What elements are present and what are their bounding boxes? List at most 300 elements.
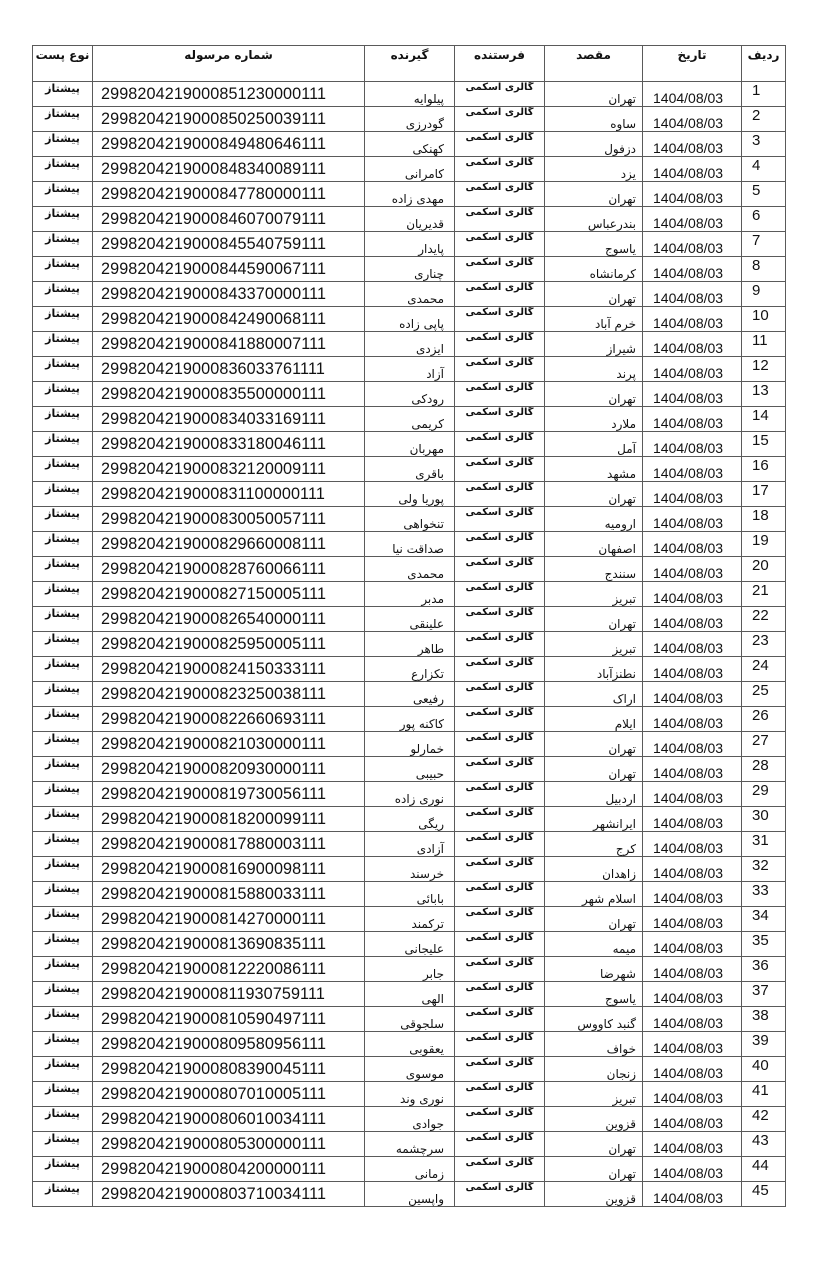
- cell-sender: گالری اسکمی: [455, 1082, 545, 1107]
- cell-destination: آمل: [545, 432, 643, 457]
- cell-sender: گالری اسکمی: [455, 1107, 545, 1132]
- cell-destination: تهران: [545, 732, 643, 757]
- cell-sender: گالری اسکمی: [455, 307, 545, 332]
- cell-tracking-number: 2998204219000844590067111: [93, 257, 365, 282]
- cell-tracking-number: 2998204219000806010034111: [93, 1107, 365, 1132]
- cell-row-number: 29: [742, 782, 786, 807]
- cell-tracking-number: 2998204219000817880003111: [93, 832, 365, 857]
- cell-recipient: الهی: [365, 982, 455, 1007]
- cell-destination: ارومیه: [545, 507, 643, 532]
- cell-post-type: پیشتاز: [33, 857, 93, 882]
- cell-tracking-number: 2998204219000831100000111: [93, 482, 365, 507]
- cell-post-type: پیشتاز: [33, 182, 93, 207]
- header-post-type: نوع پست: [33, 46, 93, 82]
- cell-sender: گالری اسکمی: [455, 482, 545, 507]
- cell-post-type: پیشتاز: [33, 657, 93, 682]
- cell-destination: قزوین: [545, 1107, 643, 1132]
- table-row: [33, 882, 786, 907]
- cell-post-type: پیشتاز: [33, 457, 93, 482]
- cell-recipient: واپسین: [365, 1182, 455, 1207]
- cell-date: 1404/08/03: [643, 1032, 742, 1057]
- table-row: [33, 1057, 786, 1082]
- cell-tracking-number: 2998204219000848340089111: [93, 157, 365, 182]
- cell-row-number: 17: [742, 482, 786, 507]
- cell-row-number: 11: [742, 332, 786, 357]
- cell-date: 1404/08/03: [643, 1082, 742, 1107]
- cell-row-number: 43: [742, 1132, 786, 1157]
- cell-date: 1404/08/03: [643, 357, 742, 382]
- cell-tracking-number: 2998204219000816900098111: [93, 857, 365, 882]
- cell-recipient: ریگی: [365, 807, 455, 832]
- cell-tracking-number: 2998204219000820930000111: [93, 757, 365, 782]
- table-row: [33, 532, 786, 557]
- cell-destination: قزوین: [545, 1182, 643, 1207]
- cell-recipient: محمدی: [365, 282, 455, 307]
- cell-post-type: پیشتاز: [33, 132, 93, 157]
- table-row: [33, 1157, 786, 1182]
- cell-sender: گالری اسکمی: [455, 407, 545, 432]
- cell-tracking-number: 2998204219000824150333111: [93, 657, 365, 682]
- cell-recipient: پاپی زاده: [365, 307, 455, 332]
- table-body: [33, 82, 786, 1207]
- cell-sender: گالری اسکمی: [455, 457, 545, 482]
- cell-destination: شیراز: [545, 332, 643, 357]
- cell-tracking-number: 2998204219000822660693111: [93, 707, 365, 732]
- table-row: [33, 932, 786, 957]
- cell-destination: زنجان: [545, 1057, 643, 1082]
- cell-sender: گالری اسکمی: [455, 857, 545, 882]
- table-row: [33, 757, 786, 782]
- cell-tracking-number: 2998204219000842490068111: [93, 307, 365, 332]
- cell-recipient: خمارلو: [365, 732, 455, 757]
- cell-recipient: رودکی: [365, 382, 455, 407]
- cell-sender: گالری اسکمی: [455, 132, 545, 157]
- cell-post-type: پیشتاز: [33, 782, 93, 807]
- cell-destination: سنندج: [545, 557, 643, 582]
- cell-sender: گالری اسکمی: [455, 282, 545, 307]
- cell-post-type: پیشتاز: [33, 932, 93, 957]
- cell-tracking-number: 2998204219000849480646111: [93, 132, 365, 157]
- cell-recipient: زمانی: [365, 1157, 455, 1182]
- cell-recipient: خرسند: [365, 857, 455, 882]
- cell-date: 1404/08/03: [643, 232, 742, 257]
- cell-destination: کرمانشاه: [545, 257, 643, 282]
- cell-row-number: 36: [742, 957, 786, 982]
- table-row: [33, 607, 786, 632]
- cell-post-type: پیشتاز: [33, 357, 93, 382]
- cell-destination: اسلام شهر: [545, 882, 643, 907]
- cell-tracking-number: 2998204219000833180046111: [93, 432, 365, 457]
- cell-recipient: کامرانی: [365, 157, 455, 182]
- cell-row-number: 32: [742, 857, 786, 882]
- cell-date: 1404/08/03: [643, 832, 742, 857]
- cell-recipient: کریمی: [365, 407, 455, 432]
- cell-destination: ساوه: [545, 107, 643, 132]
- cell-sender: گالری اسکمی: [455, 732, 545, 757]
- cell-recipient: پایدار: [365, 232, 455, 257]
- cell-row-number: 45: [742, 1182, 786, 1207]
- cell-sender: گالری اسکمی: [455, 932, 545, 957]
- cell-destination: تبریز: [545, 632, 643, 657]
- cell-destination: اراک: [545, 682, 643, 707]
- cell-recipient: نوری زاده: [365, 782, 455, 807]
- cell-tracking-number: 2998204219000826540000111: [93, 607, 365, 632]
- cell-row-number: 14: [742, 407, 786, 432]
- cell-sender: گالری اسکمی: [455, 1132, 545, 1157]
- table-row: [33, 1007, 786, 1032]
- cell-date: 1404/08/03: [643, 907, 742, 932]
- cell-recipient: آزاد: [365, 357, 455, 382]
- table-row: [33, 457, 786, 482]
- cell-date: 1404/08/03: [643, 807, 742, 832]
- cell-tracking-number: 2998204219000815880033111: [93, 882, 365, 907]
- cell-date: 1404/08/03: [643, 332, 742, 357]
- cell-tracking-number: 2998204219000841880007111: [93, 332, 365, 357]
- cell-recipient: کاکنه پور: [365, 707, 455, 732]
- cell-date: 1404/08/03: [643, 207, 742, 232]
- cell-post-type: پیشتاز: [33, 157, 93, 182]
- cell-tracking-number: 2998204219000805300000111: [93, 1132, 365, 1157]
- header-recipient: گیرنده: [365, 46, 455, 82]
- cell-post-type: پیشتاز: [33, 307, 93, 332]
- cell-sender: گالری اسکمی: [455, 982, 545, 1007]
- cell-row-number: 2: [742, 107, 786, 132]
- cell-date: 1404/08/03: [643, 1132, 742, 1157]
- cell-date: 1404/08/03: [643, 1007, 742, 1032]
- cell-tracking-number: 2998204219000809580956111: [93, 1032, 365, 1057]
- cell-sender: گالری اسکمی: [455, 532, 545, 557]
- cell-destination: ایرانشهر: [545, 807, 643, 832]
- cell-recipient: تنخواهی: [365, 507, 455, 532]
- cell-tracking-number: 2998204219000819730056111: [93, 782, 365, 807]
- cell-date: 1404/08/03: [643, 1057, 742, 1082]
- cell-date: 1404/08/03: [643, 1182, 742, 1207]
- cell-destination: یزد: [545, 157, 643, 182]
- table-row: [33, 1107, 786, 1132]
- shipment-table: [32, 45, 786, 1207]
- cell-tracking-number: 2998204219000811930759111: [93, 982, 365, 1007]
- table-row: [33, 1182, 786, 1207]
- table-row: [33, 307, 786, 332]
- header-row: [33, 46, 786, 82]
- cell-destination: خرم آباد: [545, 307, 643, 332]
- cell-tracking-number: 2998204219000823250038111: [93, 682, 365, 707]
- table-row: [33, 257, 786, 282]
- cell-post-type: پیشتاز: [33, 682, 93, 707]
- cell-row-number: 5: [742, 182, 786, 207]
- cell-destination: یاسوج: [545, 982, 643, 1007]
- cell-date: 1404/08/03: [643, 732, 742, 757]
- cell-row-number: 41: [742, 1082, 786, 1107]
- cell-sender: گالری اسکمی: [455, 1157, 545, 1182]
- cell-post-type: پیشتاز: [33, 982, 93, 1007]
- cell-post-type: پیشتاز: [33, 1157, 93, 1182]
- table-row: [33, 582, 786, 607]
- cell-recipient: پوریا ولی: [365, 482, 455, 507]
- cell-row-number: 31: [742, 832, 786, 857]
- cell-tracking-number: 2998204219000807010005111: [93, 1082, 365, 1107]
- cell-recipient: چناری: [365, 257, 455, 282]
- cell-destination: تهران: [545, 607, 643, 632]
- cell-date: 1404/08/03: [643, 507, 742, 532]
- cell-recipient: کهنکی: [365, 132, 455, 157]
- cell-sender: گالری اسکمی: [455, 832, 545, 857]
- table-row: [33, 1132, 786, 1157]
- cell-sender: گالری اسکمی: [455, 207, 545, 232]
- cell-post-type: پیشتاز: [33, 832, 93, 857]
- cell-tracking-number: 2998204219000829660008111: [93, 532, 365, 557]
- shipment-sheet: [32, 45, 786, 1207]
- cell-date: 1404/08/03: [643, 182, 742, 207]
- cell-destination: ایلام: [545, 707, 643, 732]
- cell-recipient: رفیعی: [365, 682, 455, 707]
- cell-tracking-number: 2998204219000836033761111: [93, 357, 365, 382]
- cell-tracking-number: 2998204219000851230000111: [93, 82, 365, 107]
- header-row-number: ردیف: [742, 46, 786, 82]
- cell-post-type: پیشتاز: [33, 907, 93, 932]
- cell-sender: گالری اسکمی: [455, 332, 545, 357]
- cell-date: 1404/08/03: [643, 632, 742, 657]
- cell-post-type: پیشتاز: [33, 207, 93, 232]
- cell-row-number: 3: [742, 132, 786, 157]
- table-row: [33, 207, 786, 232]
- cell-row-number: 15: [742, 432, 786, 457]
- cell-tracking-number: 2998204219000847780000111: [93, 182, 365, 207]
- table-row: [33, 832, 786, 857]
- cell-recipient: یعقوبی: [365, 1032, 455, 1057]
- table-row: [33, 382, 786, 407]
- cell-row-number: 39: [742, 1032, 786, 1057]
- cell-tracking-number: 2998204219000835500000111: [93, 382, 365, 407]
- cell-recipient: سرچشمه: [365, 1132, 455, 1157]
- cell-row-number: 10: [742, 307, 786, 332]
- cell-post-type: پیشتاز: [33, 107, 93, 132]
- cell-post-type: پیشتاز: [33, 332, 93, 357]
- cell-sender: گالری اسکمی: [455, 757, 545, 782]
- cell-sender: گالری اسکمی: [455, 382, 545, 407]
- cell-row-number: 9: [742, 282, 786, 307]
- cell-date: 1404/08/03: [643, 707, 742, 732]
- cell-destination: تهران: [545, 382, 643, 407]
- cell-destination: میمه: [545, 932, 643, 957]
- cell-recipient: مهدی زاده: [365, 182, 455, 207]
- cell-destination: ملارد: [545, 407, 643, 432]
- cell-date: 1404/08/03: [643, 82, 742, 107]
- cell-post-type: پیشتاز: [33, 532, 93, 557]
- cell-post-type: پیشتاز: [33, 507, 93, 532]
- cell-date: 1404/08/03: [643, 932, 742, 957]
- cell-sender: گالری اسکمی: [455, 657, 545, 682]
- cell-post-type: پیشتاز: [33, 1057, 93, 1082]
- cell-sender: گالری اسکمی: [455, 557, 545, 582]
- cell-post-type: پیشتاز: [33, 732, 93, 757]
- cell-date: 1404/08/03: [643, 532, 742, 557]
- cell-recipient: جابر: [365, 957, 455, 982]
- cell-tracking-number: 2998204219000810590497111: [93, 1007, 365, 1032]
- cell-post-type: پیشتاز: [33, 1107, 93, 1132]
- cell-date: 1404/08/03: [643, 482, 742, 507]
- cell-row-number: 7: [742, 232, 786, 257]
- cell-row-number: 35: [742, 932, 786, 957]
- cell-recipient: مهربان: [365, 432, 455, 457]
- table-row: [33, 557, 786, 582]
- cell-recipient: آزادی: [365, 832, 455, 857]
- cell-destination: کرج: [545, 832, 643, 857]
- table-row: [33, 82, 786, 107]
- cell-post-type: پیشتاز: [33, 1082, 93, 1107]
- cell-destination: گنبد کاووس: [545, 1007, 643, 1032]
- cell-tracking-number: 2998204219000813690835111: [93, 932, 365, 957]
- cell-sender: گالری اسکمی: [455, 157, 545, 182]
- cell-date: 1404/08/03: [643, 982, 742, 1007]
- cell-tracking-number: 2998204219000803710034111: [93, 1182, 365, 1207]
- cell-sender: گالری اسکمی: [455, 882, 545, 907]
- table-row: [33, 407, 786, 432]
- cell-recipient: موسوی: [365, 1057, 455, 1082]
- cell-tracking-number: 2998204219000804200000111: [93, 1157, 365, 1182]
- cell-tracking-number: 2998204219000832120009111: [93, 457, 365, 482]
- cell-date: 1404/08/03: [643, 282, 742, 307]
- cell-sender: گالری اسکمی: [455, 232, 545, 257]
- cell-destination: تهران: [545, 1132, 643, 1157]
- cell-row-number: 37: [742, 982, 786, 1007]
- cell-destination: دزفول: [545, 132, 643, 157]
- cell-sender: گالری اسکمی: [455, 632, 545, 657]
- cell-destination: تبریز: [545, 1082, 643, 1107]
- cell-tracking-number: 2998204219000834033169111: [93, 407, 365, 432]
- cell-post-type: پیشتاز: [33, 232, 93, 257]
- cell-sender: گالری اسکمی: [455, 907, 545, 932]
- cell-recipient: حبیبی: [365, 757, 455, 782]
- cell-post-type: پیشتاز: [33, 1007, 93, 1032]
- cell-destination: اصفهان: [545, 532, 643, 557]
- cell-date: 1404/08/03: [643, 132, 742, 157]
- cell-post-type: پیشتاز: [33, 282, 93, 307]
- cell-date: 1404/08/03: [643, 882, 742, 907]
- header-date: تاریخ: [643, 46, 742, 82]
- table-row: [33, 957, 786, 982]
- table-row: [33, 657, 786, 682]
- cell-destination: تهران: [545, 1157, 643, 1182]
- cell-recipient: صداقت نیا: [365, 532, 455, 557]
- cell-date: 1404/08/03: [643, 1107, 742, 1132]
- cell-sender: گالری اسکمی: [455, 957, 545, 982]
- cell-post-type: پیشتاز: [33, 257, 93, 282]
- cell-date: 1404/08/03: [643, 457, 742, 482]
- cell-tracking-number: 2998204219000845540759111: [93, 232, 365, 257]
- cell-recipient: سلجوقی: [365, 1007, 455, 1032]
- cell-row-number: 25: [742, 682, 786, 707]
- cell-recipient: طاهر: [365, 632, 455, 657]
- table-row: [33, 707, 786, 732]
- cell-post-type: پیشتاز: [33, 482, 93, 507]
- cell-date: 1404/08/03: [643, 582, 742, 607]
- cell-row-number: 44: [742, 1157, 786, 1182]
- cell-row-number: 6: [742, 207, 786, 232]
- cell-row-number: 24: [742, 657, 786, 682]
- cell-sender: گالری اسکمی: [455, 1007, 545, 1032]
- cell-row-number: 22: [742, 607, 786, 632]
- cell-date: 1404/08/03: [643, 682, 742, 707]
- cell-sender: گالری اسکمی: [455, 1057, 545, 1082]
- cell-post-type: پیشتاز: [33, 82, 93, 107]
- cell-date: 1404/08/03: [643, 757, 742, 782]
- cell-post-type: پیشتاز: [33, 707, 93, 732]
- cell-row-number: 38: [742, 1007, 786, 1032]
- table-row: [33, 507, 786, 532]
- cell-post-type: پیشتاز: [33, 882, 93, 907]
- cell-post-type: پیشتاز: [33, 807, 93, 832]
- table-row: [33, 807, 786, 832]
- cell-post-type: پیشتاز: [33, 557, 93, 582]
- cell-row-number: 30: [742, 807, 786, 832]
- cell-sender: گالری اسکمی: [455, 507, 545, 532]
- table-row: [33, 132, 786, 157]
- cell-date: 1404/08/03: [643, 307, 742, 332]
- cell-sender: گالری اسکمی: [455, 807, 545, 832]
- cell-destination: تهران: [545, 907, 643, 932]
- cell-date: 1404/08/03: [643, 1157, 742, 1182]
- cell-sender: گالری اسکمی: [455, 357, 545, 382]
- cell-destination: اردبیل: [545, 782, 643, 807]
- cell-sender: گالری اسکمی: [455, 707, 545, 732]
- cell-destination: خواف: [545, 1032, 643, 1057]
- cell-row-number: 42: [742, 1107, 786, 1132]
- table-row: [33, 782, 786, 807]
- header-sender: فرستنده: [455, 46, 545, 82]
- cell-sender: گالری اسکمی: [455, 82, 545, 107]
- table-row: [33, 907, 786, 932]
- table-row: [33, 432, 786, 457]
- cell-row-number: 20: [742, 557, 786, 582]
- cell-destination: بندرعباس: [545, 207, 643, 232]
- cell-recipient: باقری: [365, 457, 455, 482]
- cell-row-number: 13: [742, 382, 786, 407]
- cell-post-type: پیشتاز: [33, 1182, 93, 1207]
- table-row: [33, 282, 786, 307]
- header-destination: مقصد: [545, 46, 643, 82]
- cell-destination: تهران: [545, 82, 643, 107]
- cell-row-number: 12: [742, 357, 786, 382]
- cell-row-number: 28: [742, 757, 786, 782]
- cell-post-type: پیشتاز: [33, 1132, 93, 1157]
- cell-row-number: 18: [742, 507, 786, 532]
- cell-date: 1404/08/03: [643, 432, 742, 457]
- cell-row-number: 19: [742, 532, 786, 557]
- cell-recipient: نوری وند: [365, 1082, 455, 1107]
- cell-tracking-number: 2998204219000812220086111: [93, 957, 365, 982]
- cell-date: 1404/08/03: [643, 407, 742, 432]
- cell-sender: گالری اسکمی: [455, 782, 545, 807]
- cell-post-type: پیشتاز: [33, 957, 93, 982]
- header-tracking-number: شماره مرسوله: [93, 46, 365, 82]
- cell-post-type: پیشتاز: [33, 757, 93, 782]
- cell-row-number: 23: [742, 632, 786, 657]
- cell-tracking-number: 2998204219000827150005111: [93, 582, 365, 607]
- cell-date: 1404/08/03: [643, 657, 742, 682]
- cell-row-number: 16: [742, 457, 786, 482]
- cell-destination: نطنزآباد: [545, 657, 643, 682]
- cell-date: 1404/08/03: [643, 607, 742, 632]
- cell-post-type: پیشتاز: [33, 432, 93, 457]
- cell-recipient: جوادی: [365, 1107, 455, 1132]
- cell-row-number: 40: [742, 1057, 786, 1082]
- cell-row-number: 33: [742, 882, 786, 907]
- cell-date: 1404/08/03: [643, 557, 742, 582]
- cell-destination: تهران: [545, 757, 643, 782]
- cell-date: 1404/08/03: [643, 857, 742, 882]
- cell-tracking-number: 2998204219000846070079111: [93, 207, 365, 232]
